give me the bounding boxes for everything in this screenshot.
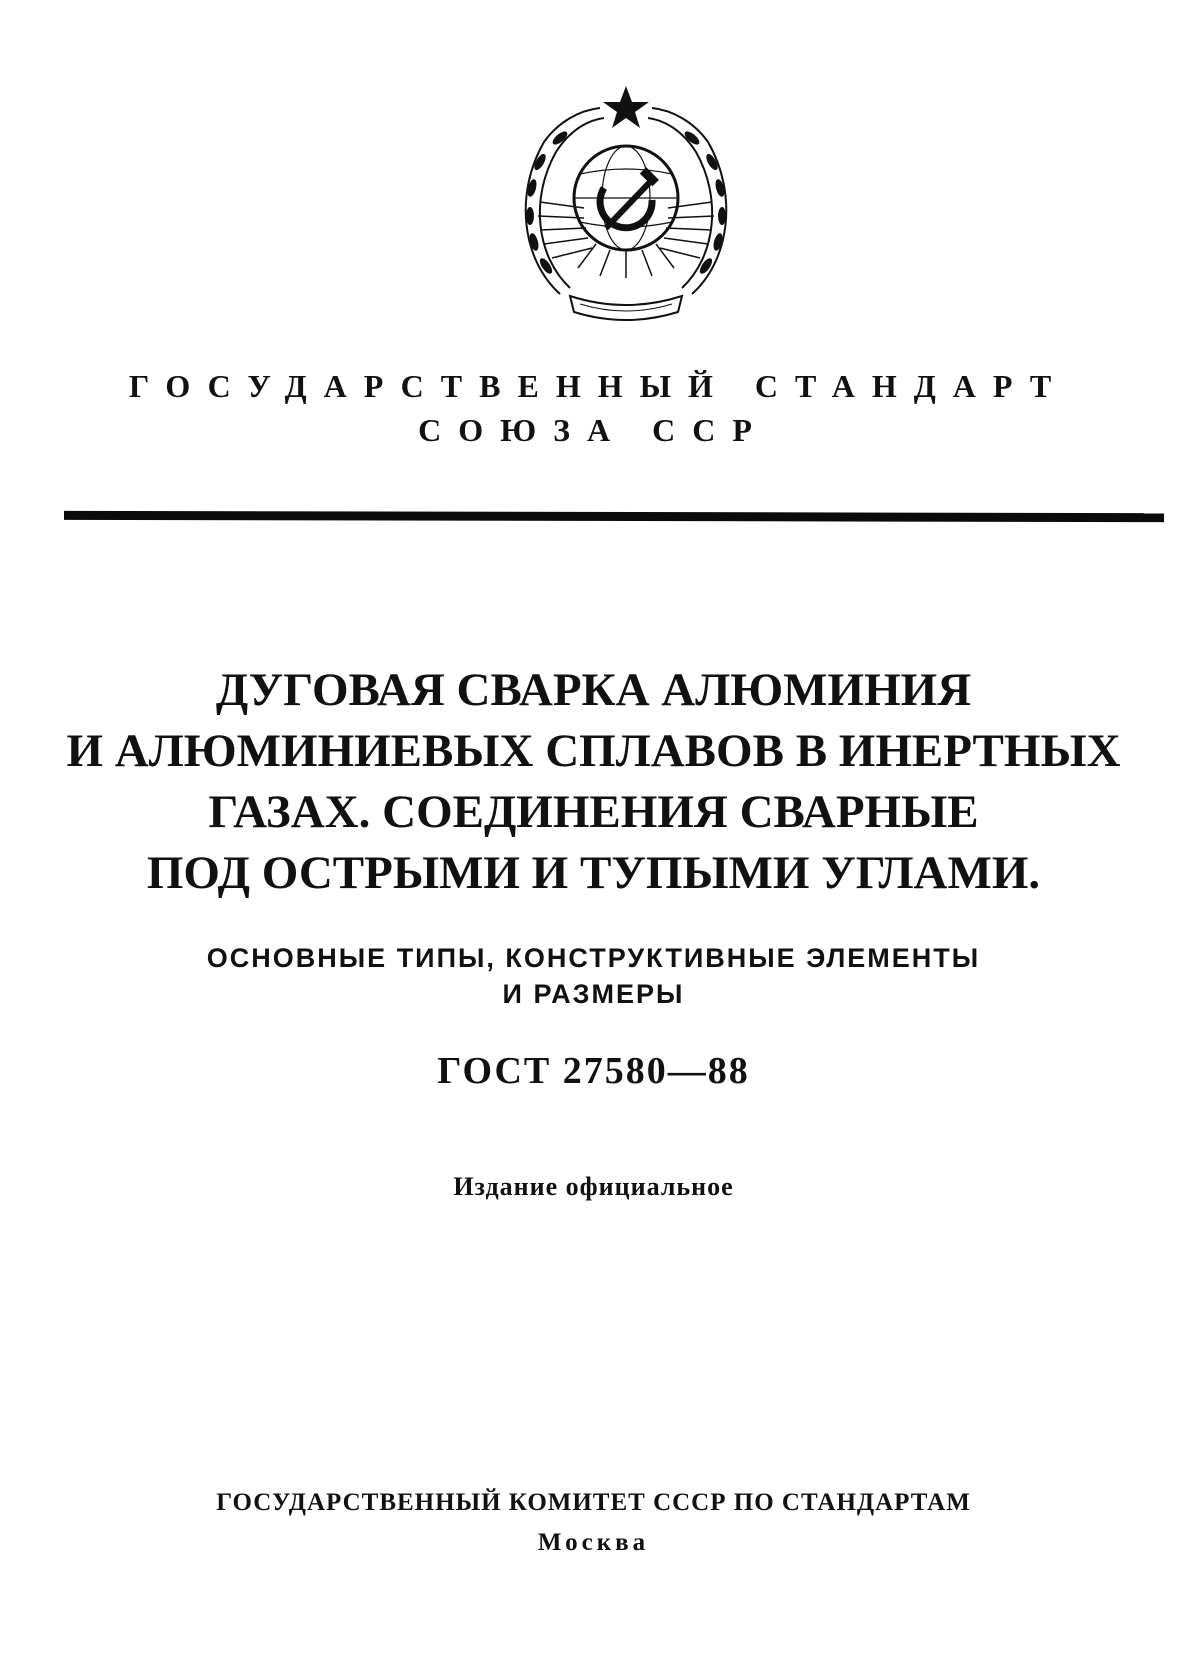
ussr-state-emblem-icon [500,82,752,334]
publisher: ГОСУДАРСТВЕННЫЙ КОМИТЕТ СССР ПО СТАНДАРТАМ [216,1489,971,1516]
subtitle-line: ОСНОВНЫЕ ТИПЫ, КОНСТРУКТИВНЫЕ ЭЛЕМЕНТЫ [206,943,981,973]
document-subtitle [60,940,1127,1012]
horizontal-rule [64,511,1164,522]
edition-label: Издание официальное [453,1172,734,1201]
title-line: ПОД ОСТРЫМИ И ТУПЫМИ УГЛАМИ. [146,847,1041,899]
title-line: ГАЗАХ. СОЕДИНЕНИЯ СВАРНЫЕ [208,786,979,838]
publication-city: Москва [537,1529,650,1556]
gost-number: ГОСТ 27580—88 [437,1050,750,1092]
title-line: ДУГОВАЯ СВАРКА АЛЮМИНИЯ [215,664,972,716]
document-title [60,660,1127,904]
header-ussr: СОЮЗА ССР [418,412,769,448]
header-state-standard: ГОСУДАРСТВЕННЫЙ СТАНДАРТ [128,368,1069,404]
subtitle-line: И РАЗМЕРЫ [502,979,685,1009]
title-line: И АЛЮМИНИЕВЫХ СПЛАВОВ В ИНЕРТНЫХ [66,725,1121,777]
